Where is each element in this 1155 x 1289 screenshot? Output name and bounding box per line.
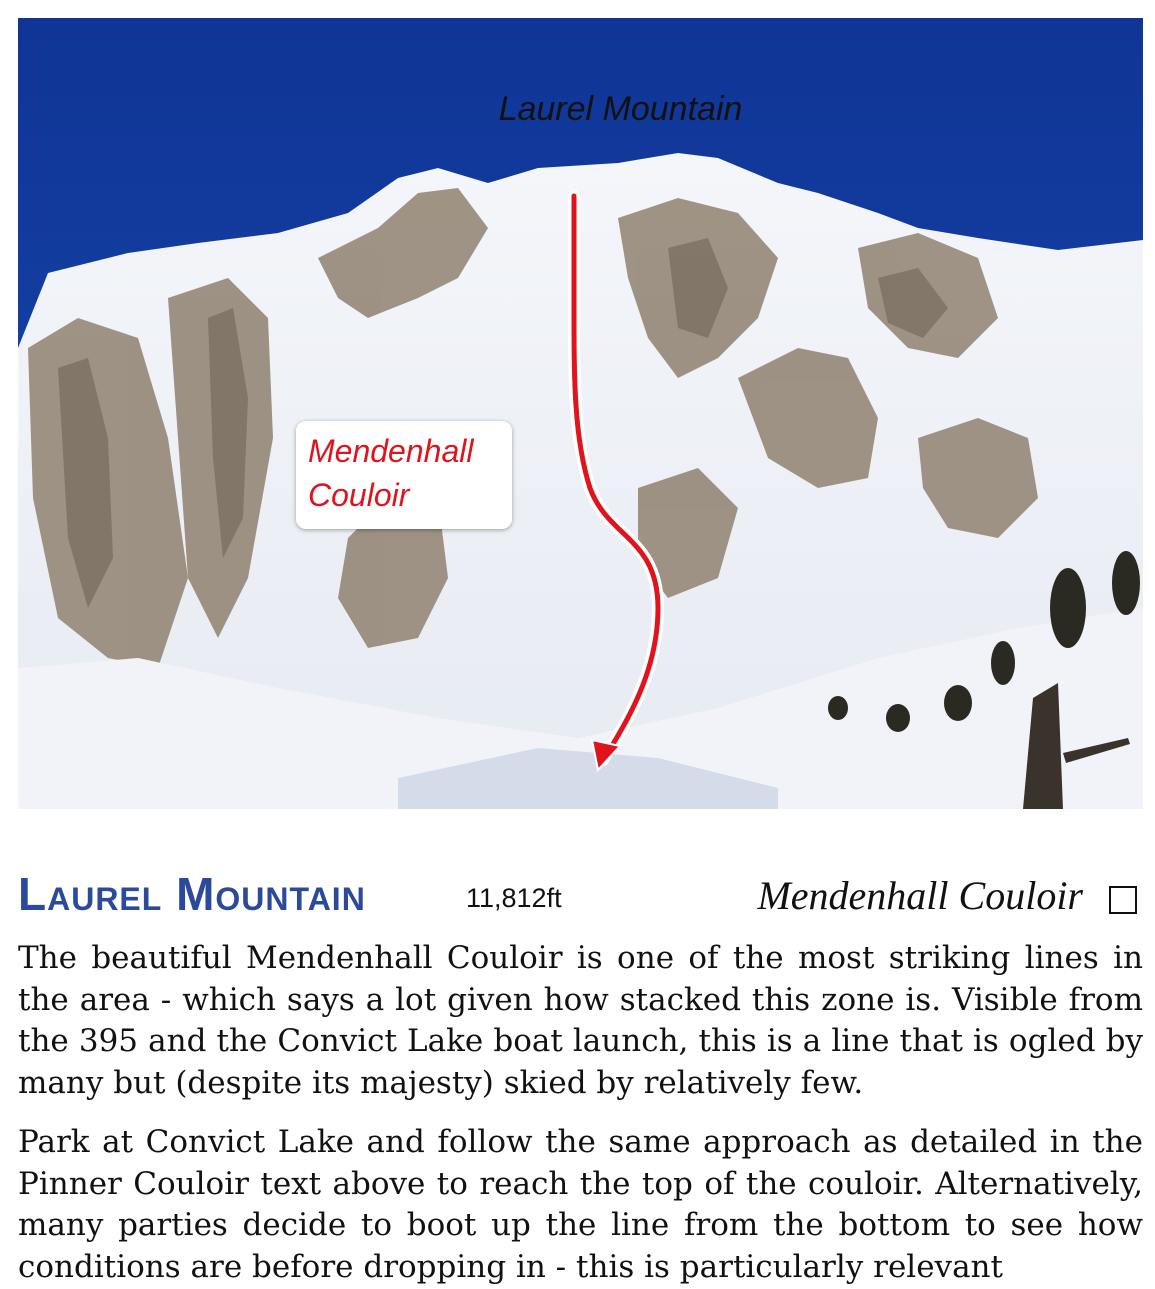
mountain-photo [18,18,1143,809]
route-label-line-2: Couloir [308,477,410,513]
description-paragraph-1: The beautiful Mendenhall Couloir is one of the most striking lines in the area - which says a lot given how stacked this zone is. Visible from the 395 and the Convict Lake boat launch, this is a line that is ogled by many but (despite its majesty) skied by relatively few. [18,940,1143,1101]
description-paragraph-2: Park at Convict Lake and follow the same approach as detailed in the Pinner Couloir text above to reach the top of the couloir. Alternatively, many parties decide to boot up the line from the bottom to see how conditions are before dropping in - this is particularly relevant [18,1124,1143,1285]
route-label-box [296,421,512,529]
route-label-line-1: Mendenhall [308,433,474,469]
peak-label: Laurel Mountain [498,90,743,128]
elevation: 11,812ft [466,883,562,913]
completed-checkbox[interactable] [1109,886,1137,914]
route-header [18,866,1143,922]
mountain-name: Laurel Mountain [18,868,366,920]
route-name: Mendenhall Couloir [757,873,1083,918]
mountain-photo-illustration [18,18,1143,809]
